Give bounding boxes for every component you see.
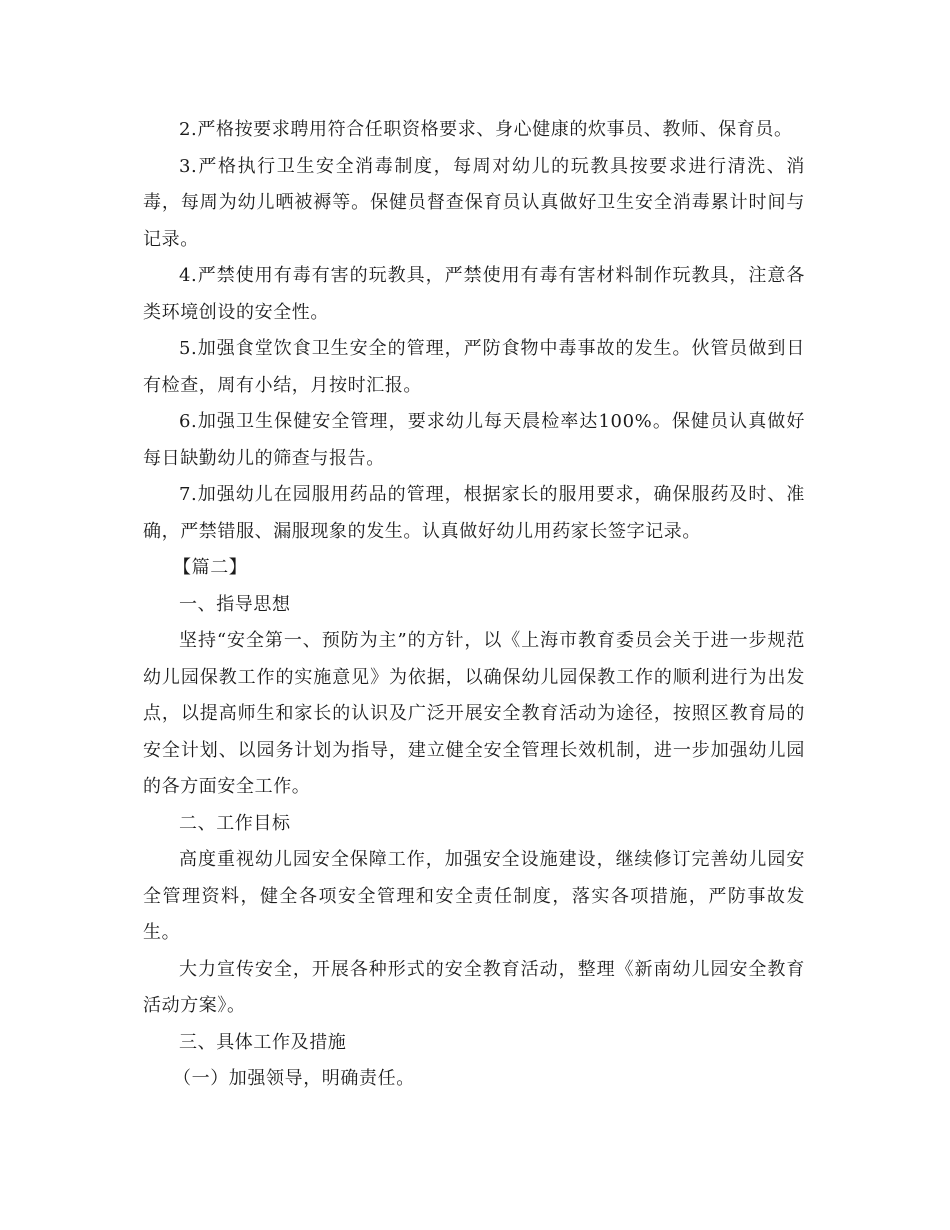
guiding-thought-paragraph: 坚持“安全第一、预防为主”的方针，以《上海市教育委员会关于进一步规范幼儿园保教工作的实施意见》为依据，以确保幼儿园保教工作的顺利进行为出发点，以提高师生和家长的认识及广泛开展安全教育活动为途径，按照区教育局的安全计划、以园务计划为指导，建立健全安全管理长效机制，进一步加强幼儿园的各方面安全工作。: [143, 630, 805, 797]
subsection-heading-leadership: （一）加强领导，明确责任。: [173, 1068, 415, 1089]
work-goals-paragraph-1: 高度重视幼儿园安全保障工作，加强安全设施建设，继续修订完善幼儿园安全管理资料，健全各项安全管理和安全责任制度，落实各项措施，严防事故发生。: [143, 849, 805, 943]
part-two-heading: 【篇二】: [173, 557, 248, 578]
paragraph-item-4: 4.严禁使用有毒有害的玩教具，严禁使用有毒有害材料制作玩教具，注意各类环境创设的安全性。: [143, 265, 805, 323]
paragraph-item-6: 6.加强卫生保健安全管理，要求幼儿每天晨检率达100%。保健员认真做好每日缺勤幼儿的筛查与报告。: [143, 411, 805, 469]
section-heading-guiding-thought: 一、指导思想: [179, 593, 291, 615]
section-heading-work-goals: 二、工作目标: [179, 812, 291, 834]
paragraph-item-3: 3.严格执行卫生安全消毒制度，每周对幼儿的玩教具按要求进行清洗、消毒，每周为幼儿晒被褥等。保健员督查保育员认真做好卫生安全消毒累计时间与记录。: [143, 155, 805, 250]
section-heading-measures: 三、具体工作及措施: [179, 1031, 347, 1053]
paragraph-item-2: 2.严格按要求聘用符合任职资格要求、身心健康的炊事员、教师、保育员。: [179, 119, 793, 140]
document-body: [143, 112, 805, 1098]
paragraph-item-5: 5.加强食堂饮食卫生安全的管理，严防食物中毒事故的发生。伙管员做到日有检查，周有小结，月按时汇报。: [143, 338, 805, 396]
paragraph-item-7: 7.加强幼儿在园服用药品的管理，根据家长的服用要求，确保服药及时、准确，严禁错服、漏服现象的发生。认真做好幼儿用药家长签字记录。: [143, 484, 805, 542]
work-goals-paragraph-2: 大力宣传安全，开展各种形式的安全教育活动，整理《新南幼儿园安全教育活动方案》。: [143, 958, 805, 1016]
